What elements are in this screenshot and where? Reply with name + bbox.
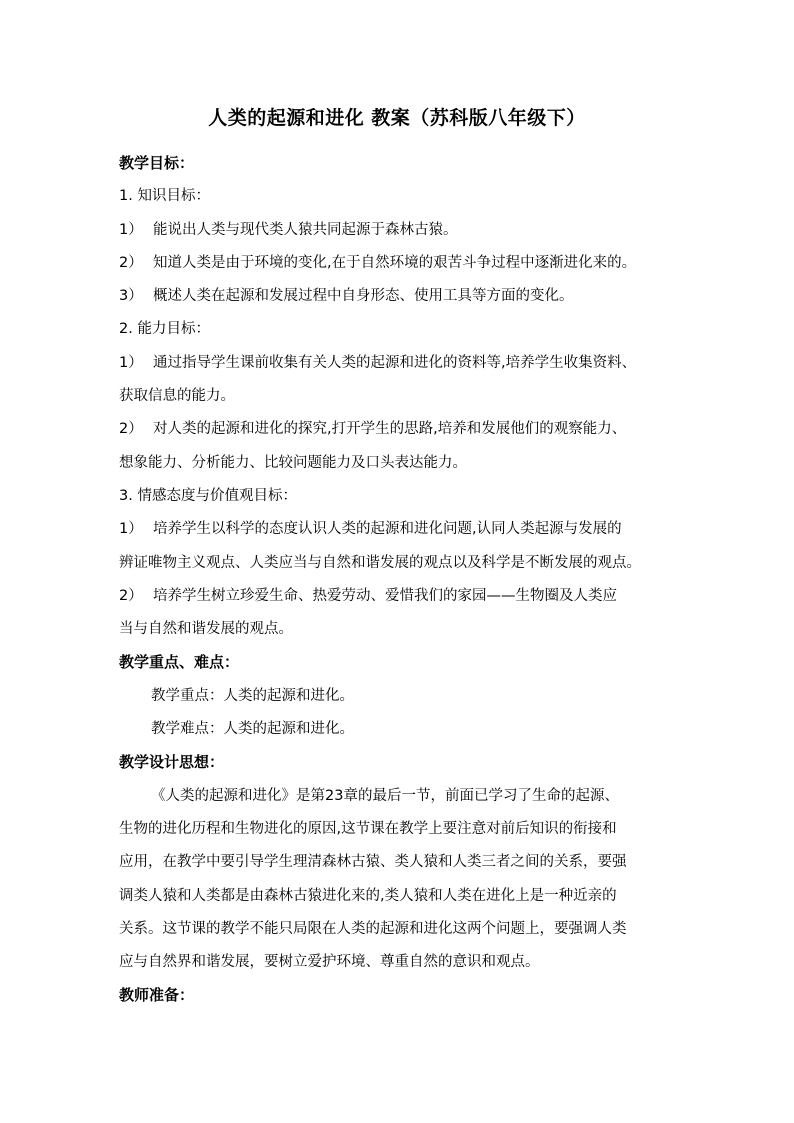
item-number: 1）: [119, 221, 143, 238]
item-number: 3）: [119, 288, 143, 305]
knowledge-item: [119, 280, 691, 313]
emotion-item: [119, 580, 691, 613]
design-paragraph-line: 生物的进化历程和生物进化的原因,这节课在教学上要注意对前后知识的衔接和: [119, 820, 617, 837]
emotion-label: 3. 情感态度与价值观目标：: [119, 487, 297, 504]
document-title: 人类的起源和进化 教案（苏科版八年级下）: [208, 107, 586, 129]
key-points-heading: 教学重点、难点：: [119, 653, 240, 672]
design-paragraph-line: 应用，在教学中要引导学生理清森林古猿、类人猿和人类三者之间的关系，要强: [119, 854, 627, 871]
item-text: 知道人类是由于环境的变化,在于自然环境的艰苦斗争过程中逐渐进化来的。: [153, 254, 637, 271]
emotion-item: [119, 513, 691, 546]
item-text: 培养学生以科学的态度认识人类的起源和进化问题,认同人类起源与发展的: [153, 521, 622, 538]
design-paragraph-line: 关系。这节课的教学不能只局限在人类的起源和进化这两个问题上，要强调人类: [119, 920, 627, 937]
design-paragraph-line: 应与自然界和谐发展，要树立爱护环境、尊重自然的意识和观点。: [119, 954, 540, 971]
item-text: 能说出人类与现代类人猿共同起源于森林古猿。: [153, 221, 458, 238]
item-number: 2）: [119, 254, 143, 271]
objectives-heading: 教学目标：: [119, 154, 195, 172]
knowledge-item: [119, 214, 691, 247]
design-paragraph-line: 调类人猿和人类都是由森林古猿进化来的,类人猿和人类在进化上是一种近亲的: [119, 887, 617, 904]
ability-item: [119, 413, 691, 446]
emotion-item-continuation: 辨证唯物主义观点、人类应当与自然和谐发展的观点以及科学是不断发展的观点。: [119, 554, 641, 571]
item-text: 对人类的起源和进化的探究,打开学生的思路,培养和发展他们的观察能力、: [153, 421, 627, 438]
item-text: 通过指导学生课前收集有关人类的起源和进化的资料等,培养学生收集资料、: [153, 354, 637, 371]
ability-item-continuation: 获取信息的能力。: [119, 388, 235, 405]
design-paragraph-line: 《人类的起源和进化》是第23章的最后一节，前面已学习了生命的起源、: [151, 787, 619, 804]
design-heading: 教学设计思想：: [119, 753, 225, 772]
item-number: 2）: [119, 587, 143, 604]
item-number: 2）: [119, 421, 143, 438]
knowledge-label: 1. 知识目标：: [119, 188, 210, 205]
document-body: [119, 147, 691, 1013]
ability-label: 2. 能力目标：: [119, 321, 210, 338]
item-text: 培养学生树立珍爱生命、热爱劳动、爱惜我们的家园——生物圈及人类应: [153, 587, 617, 604]
preparation-heading: 教师准备：: [119, 986, 195, 1005]
item-number: 1）: [119, 521, 143, 538]
teaching-difficulty: 教学难点：人类的起源和进化。: [151, 721, 354, 738]
item-number: 1）: [119, 354, 143, 371]
item-text: 概述人类在起源和发展过程中自身形态、使用工具等方面的变化。: [153, 288, 574, 305]
ability-item: [119, 347, 691, 380]
teaching-focus: 教学重点：人类的起源和进化。: [151, 687, 354, 704]
ability-item-continuation: 想象能力、分析能力、比较问题能力及口头表达能力。: [119, 454, 467, 471]
emotion-item-continuation: 当与自然和谐发展的观点。: [119, 621, 293, 638]
knowledge-item: [119, 247, 691, 280]
